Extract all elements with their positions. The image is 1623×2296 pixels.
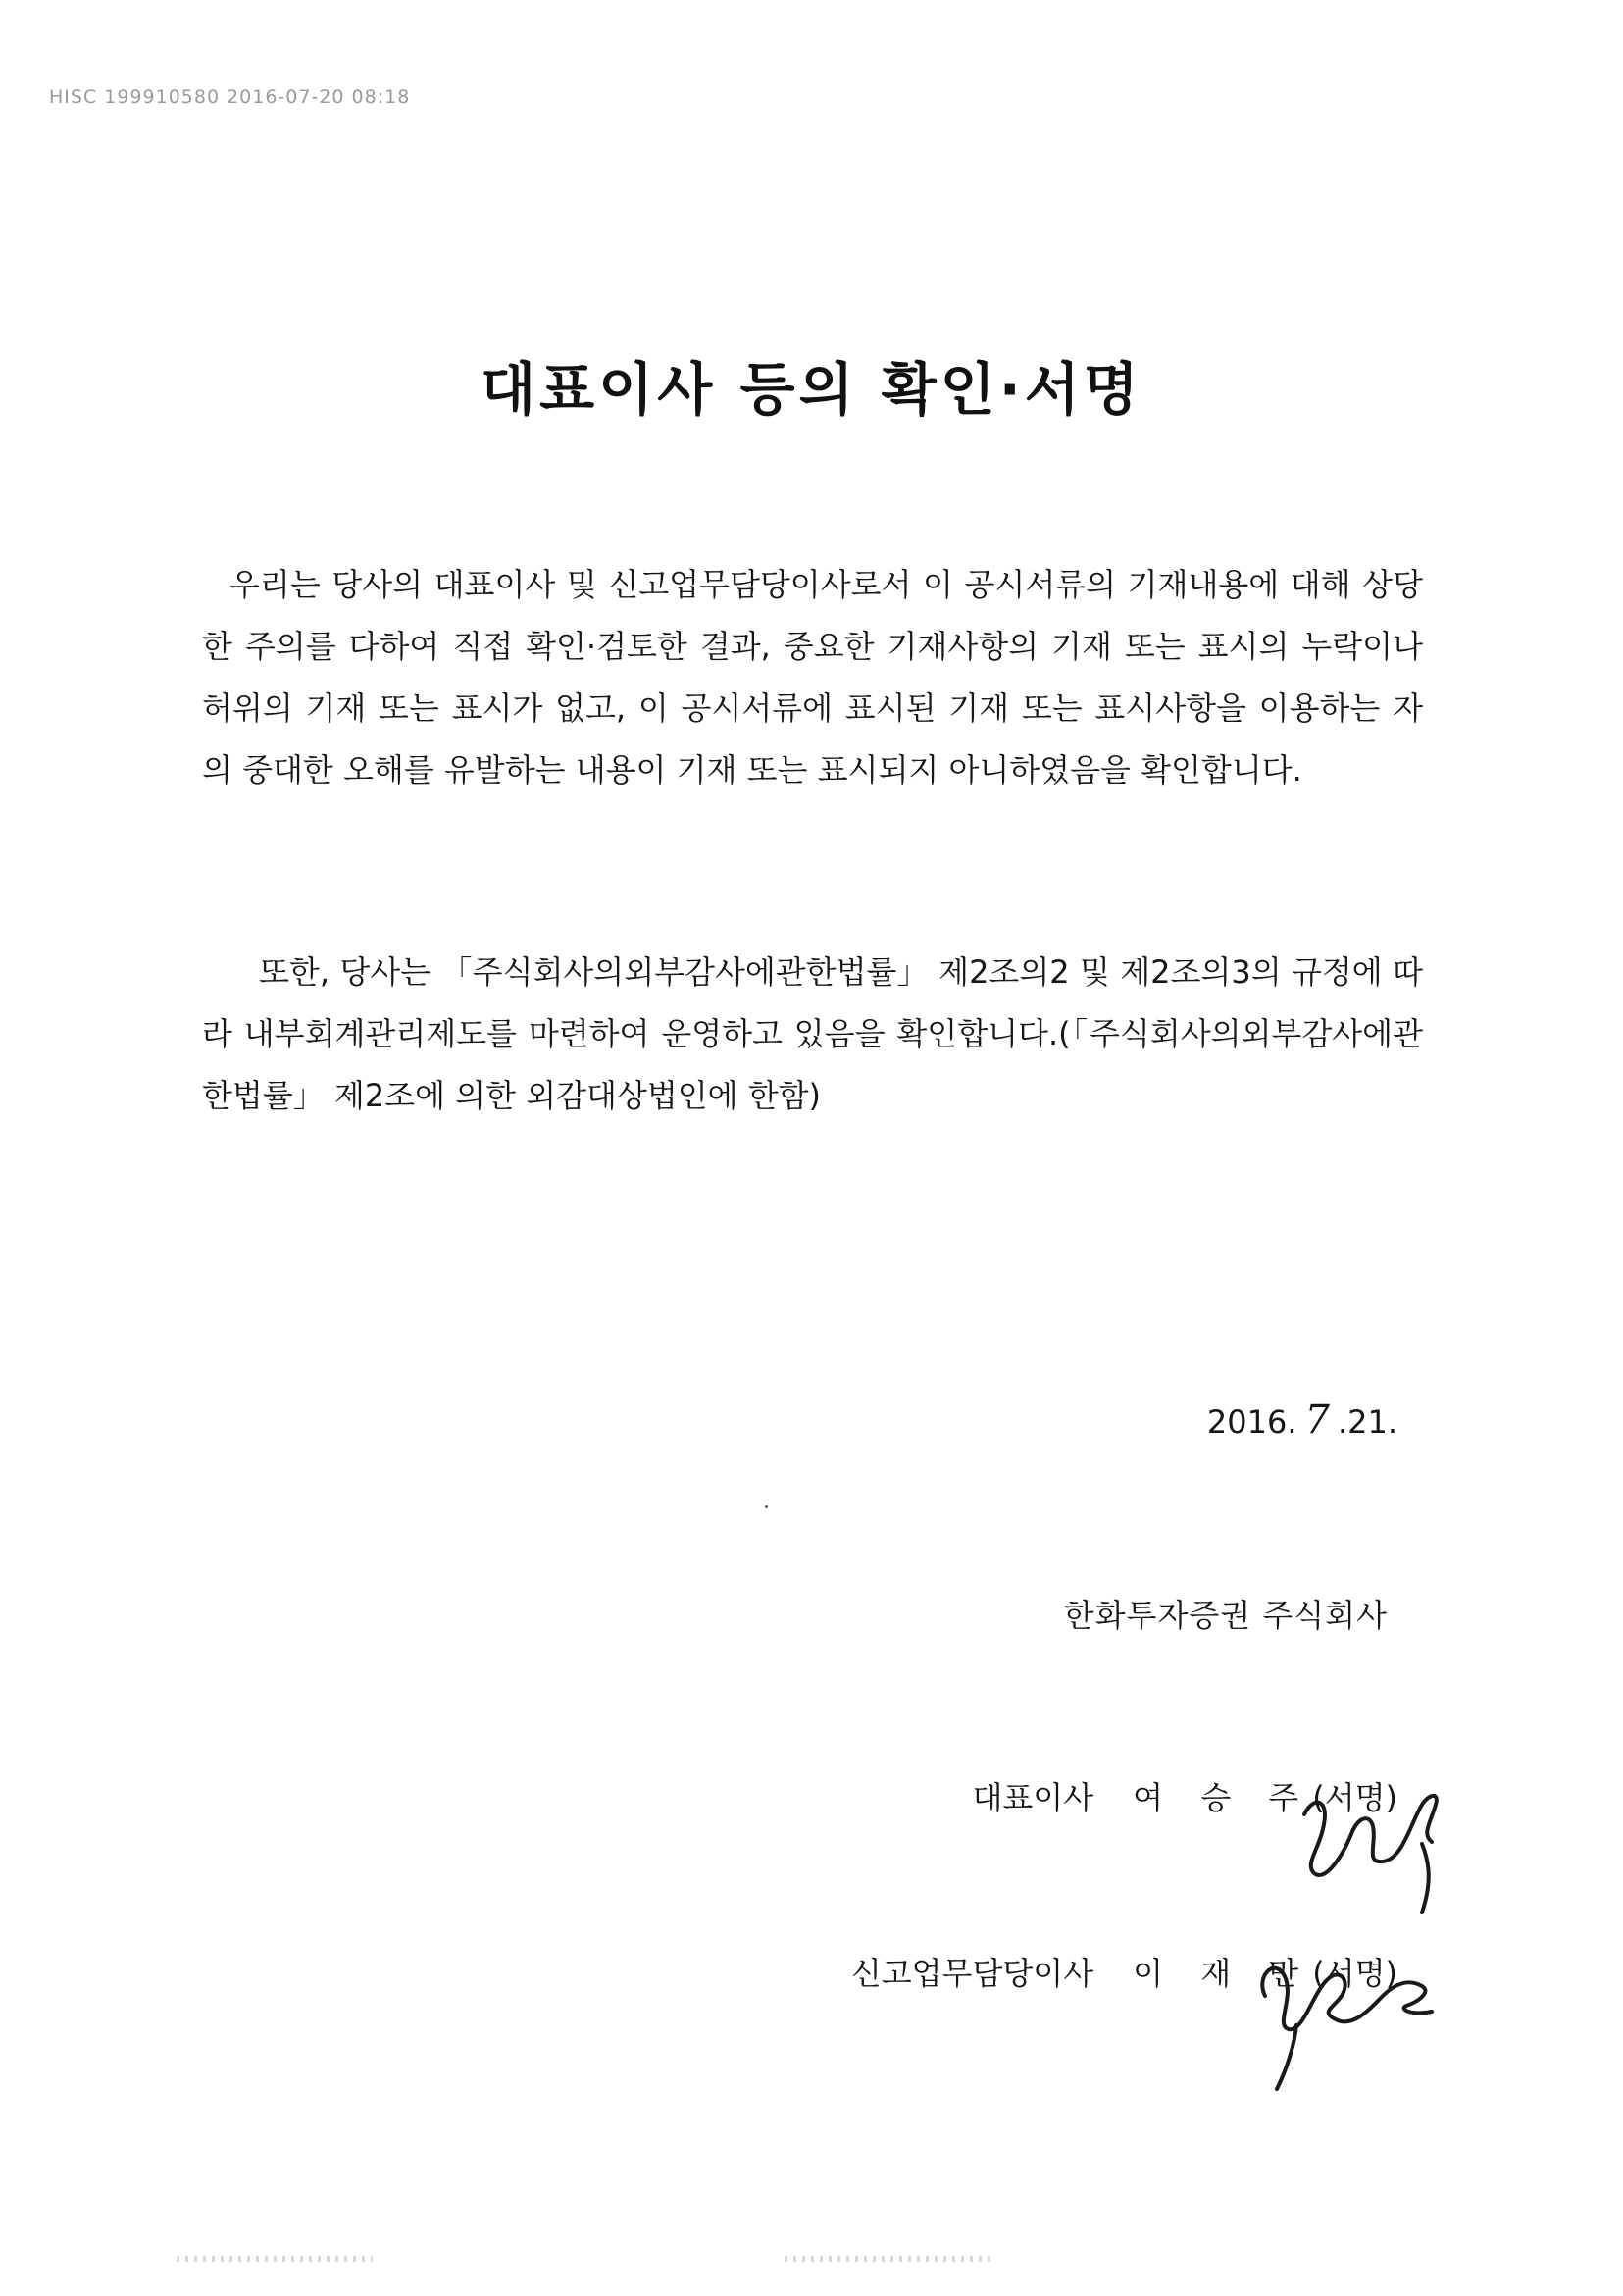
scan-artifact-left [177,2256,373,2262]
internal-control-paragraph: 또한, 당사는 「주식회사의외부감사에관한법률」 제2조의2 및 제2조의3의 규정에 따라 내부회계관리제도를 마련하여 운영하고 있음을 확인합니다.(「주식회사의외부감사에관한법률」 제2조에 의한 외감대상법인에 한함) [202,953,1423,1114]
confirmation-paragraph: 우리는 당사의 대표이사 및 신고업무담당이사로서 이 공시서류의 기재내용에 대해 상당한 주의를 다하여 직접 확인·검토한 결과, 중요한 기재사항의 기재 또는 표시의 누락이나 허위의 기재 또는 표시가 없고, 이 공시서류에 표시된 기재 또는 표시사항을 이용하는 자의 중대한 오해를 유발하는 내용이 기재 또는 표시되지 아니하였음을 확인합니다. [202,566,1423,789]
officer-signature-label: (서명) [1312,1955,1397,1992]
ceo-signature-label: (서명) [1312,1779,1397,1816]
date-day: .21. [1337,1403,1397,1441]
officer-signature-line [851,1949,1397,1994]
scan-artifact-right [785,2256,990,2262]
ceo-name: 여 승 주 [1133,1779,1313,1816]
ceo-role: 대표이사 [972,1779,1094,1816]
company-name: 한화투자증권 주식회사 [1063,1597,1388,1634]
date-year: 2016. [1206,1403,1297,1441]
date-month: 7 [1304,1398,1330,1443]
officer-role: 신고업무담당이사 [850,1955,1094,1992]
fax-header-line: HISC 199910580 2016-07-20 08:18 [49,86,411,108]
stray-mark [765,1505,768,1508]
document-title: 대표이사 등의 확인·서명 [481,356,1142,423]
officer-name: 이 재 만 [1133,1955,1313,1992]
signing-date [1207,1398,1397,1443]
ceo-signature-line [972,1773,1397,1818]
